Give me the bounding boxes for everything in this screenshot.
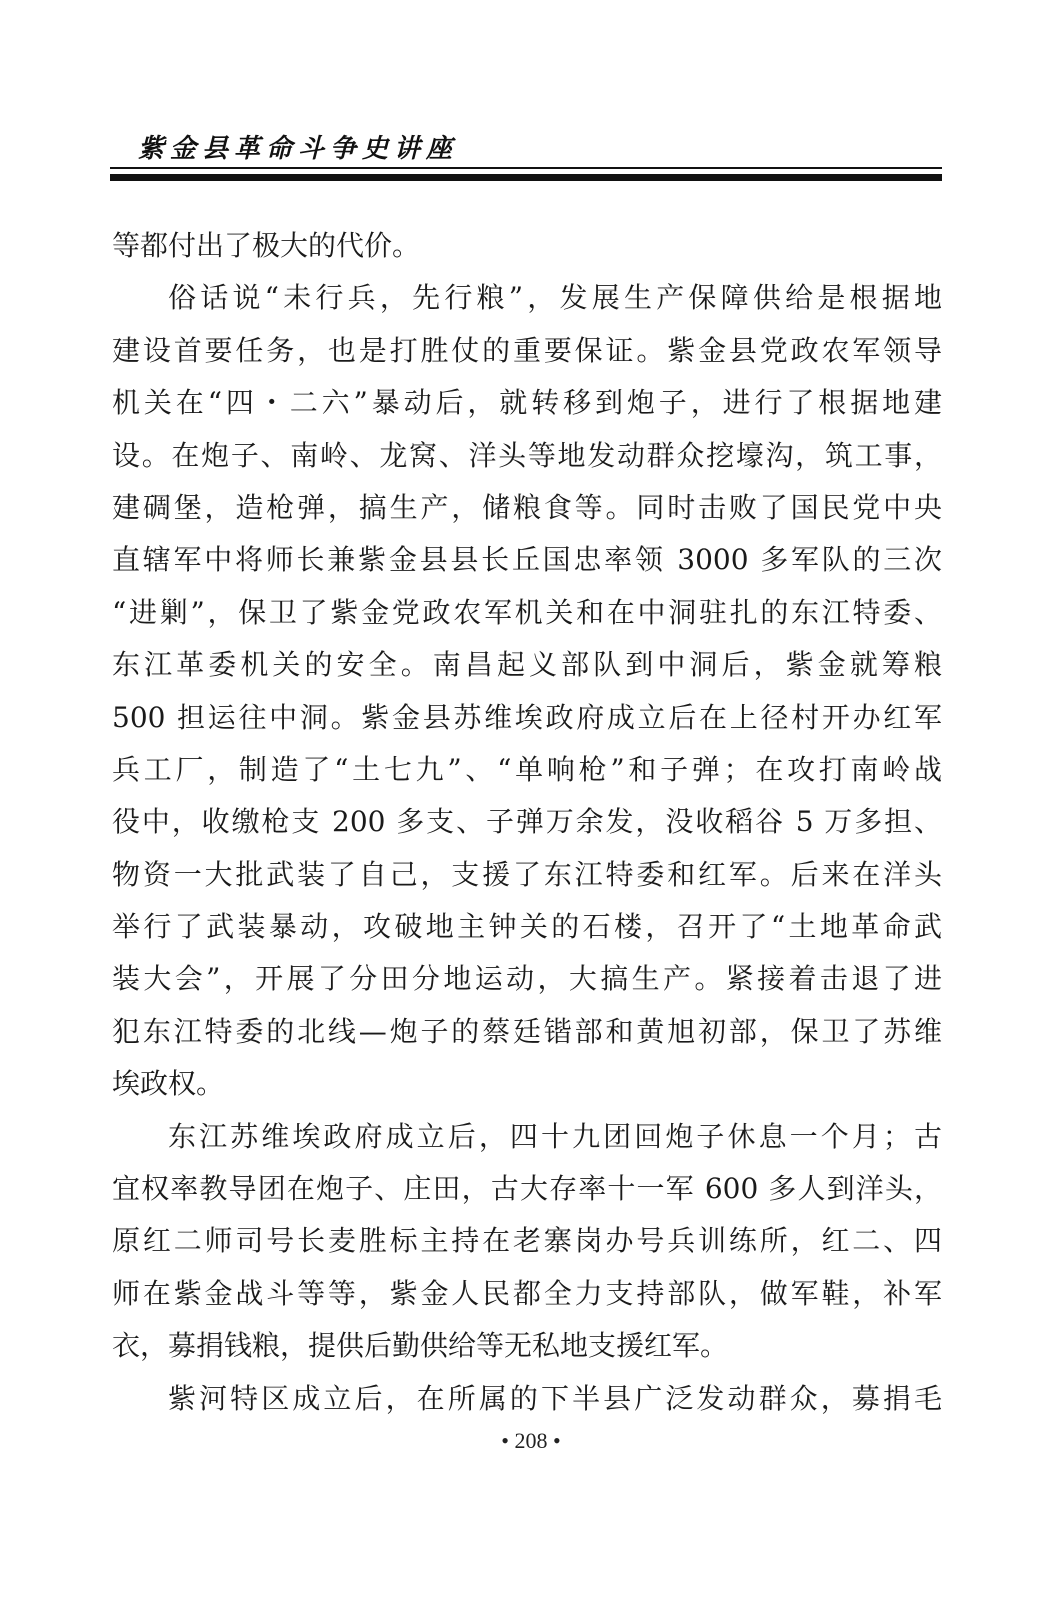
text-line: “进剿”，保卫了紫金党政农军机关和在中洞驻扎的东江特委、 (112, 595, 942, 629)
text-line: 装大会”，开展了分田分地运动，大搞生产。紧接着击退了进 (112, 962, 942, 996)
text-line: 犯东江特委的北线—炮子的蔡廷锴部和黄旭初部，保卫了苏维 (112, 1014, 942, 1048)
text-line: 紫河特区成立后，在所属的下半县广泛发动群众，募捐毛 (168, 1381, 942, 1415)
text-line: 东江革委机关的安全。南昌起义部队到中洞后，紫金就筹粮 (112, 648, 942, 682)
text-line: 机关在“四・二六”暴动后，就转移到炮子，进行了根据地建 (112, 386, 942, 420)
header-rule-thin (110, 167, 942, 169)
text-line: 举行了武装暴动，攻破地主钟关的石楼，召开了“土地革命武 (112, 910, 942, 944)
text-line: 埃政权。 (112, 1067, 225, 1101)
text-line: 建设首要任务，也是打胜仗的重要保证。紫金县党政农军领导 (112, 333, 942, 367)
text-line: 建碉堡，造枪弹，搞生产，储粮食等。同时击败了国民党中央 (112, 490, 942, 524)
text-line: 直辖军中将师长兼紫金县县长丘国忠率领 3000 多军队的三次 (112, 543, 942, 577)
header-rule-thick (110, 174, 942, 181)
body-text (112, 220, 942, 1425)
running-header: 紫金县革命斗争史讲座 (138, 134, 459, 164)
text-line: 师在紫金战斗等等，紫金人民都全力支持部队，做军鞋，补军 (112, 1276, 942, 1310)
text-line: 设。在炮子、南岭、龙窝、洋头等地发动群众挖壕沟，筑工事， (112, 438, 942, 472)
text-line: 衣，募捐钱粮，提供后勤供给等无私地支援红军。 (112, 1329, 729, 1363)
text-line: 500 担运往中洞。紫金县苏维埃政府成立后在上径村开办红军 (112, 700, 942, 734)
text-line: 物资一大批武装了自己，支援了东江特委和红军。后来在洋头 (112, 857, 942, 891)
text-line: 俗话说“未行兵，先行粮”，发展生产保障供给是根据地 (168, 281, 942, 315)
text-line: 东江苏维埃政府成立后，四十九团回炮子休息一个月；古 (168, 1119, 942, 1153)
text-line: 原红二师司号长麦胜标主持在老寨岗办号兵训练所，红二、四 (112, 1224, 942, 1258)
text-line: 兵工厂，制造了“土七九”、“单响枪”和子弹；在攻打南岭战 (112, 752, 942, 786)
page-number: • 208 • (501, 1428, 561, 1453)
text-line: 宜权率教导团在炮子、庄田，古大存率十一军 600 多人到洋头， (112, 1172, 942, 1206)
text-line: 役中，收缴枪支 200 多支、子弹万余发，没收稻谷 5 万多担、 (112, 805, 942, 839)
text-line: 等都付出了极大的代价。 (112, 229, 421, 262)
